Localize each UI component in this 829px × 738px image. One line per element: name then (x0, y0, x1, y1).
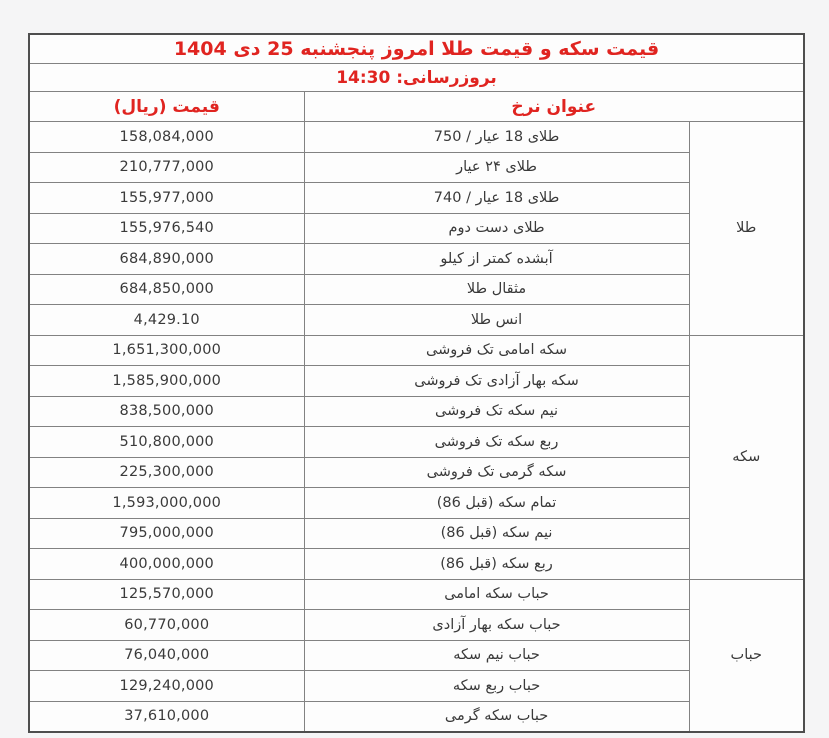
table-row (29, 244, 804, 275)
price-value: 4,429.10 (29, 305, 304, 336)
table-row (29, 701, 804, 732)
header-price: قیمت (ریال) (29, 92, 304, 122)
rate-label: حباب سکه امامی (304, 579, 689, 610)
rate-label: حباب ربع سکه (304, 671, 689, 702)
category-bubble: حباب (689, 579, 804, 732)
price-value: 838,500,000 (29, 396, 304, 427)
rate-label: طلای ۲۴ عیار (304, 152, 689, 183)
table-row (29, 152, 804, 183)
price-value: 60,770,000 (29, 610, 304, 641)
table-row (29, 549, 804, 580)
price-value: 1,593,000,000 (29, 488, 304, 519)
rate-label: ربع سکه تک فروشی (304, 427, 689, 458)
update-time-row (29, 64, 804, 92)
price-value: 37,610,000 (29, 701, 304, 732)
price-value: 795,000,000 (29, 518, 304, 549)
rate-label: انس طلا (304, 305, 689, 336)
table-row (29, 335, 804, 366)
update-time: بروزرسانی: 14:30 (29, 64, 804, 92)
category-gold: طلا (689, 122, 804, 336)
table-row (29, 427, 804, 458)
rate-label: حباب سکه بهار آزادی (304, 610, 689, 641)
table-row (29, 457, 804, 488)
price-table (28, 33, 805, 733)
price-value: 510,800,000 (29, 427, 304, 458)
table-row (29, 366, 804, 397)
price-value: 155,976,540 (29, 213, 304, 244)
table-row (29, 488, 804, 519)
price-value: 129,240,000 (29, 671, 304, 702)
price-value: 400,000,000 (29, 549, 304, 580)
table-row (29, 518, 804, 549)
rate-label: آبشده کمتر از کیلو (304, 244, 689, 275)
price-value: 1,651,300,000 (29, 335, 304, 366)
price-value: 1,585,900,000 (29, 366, 304, 397)
rate-label: طلای 18 عیار / 750 (304, 122, 689, 153)
page-title: قیمت سکه و قیمت طلا امروز پنجشنبه 25 دی 1404 (29, 34, 804, 64)
rate-label: سکه امامی تک فروشی (304, 335, 689, 366)
price-value: 125,570,000 (29, 579, 304, 610)
table-row (29, 640, 804, 671)
rate-label: مثقال طلا (304, 274, 689, 305)
rate-label: نیم سکه (قبل 86) (304, 518, 689, 549)
table-row (29, 396, 804, 427)
table-row (29, 610, 804, 641)
table-row (29, 274, 804, 305)
table-row (29, 579, 804, 610)
price-value: 225,300,000 (29, 457, 304, 488)
table-row (29, 183, 804, 214)
table-row (29, 122, 804, 153)
price-value: 684,850,000 (29, 274, 304, 305)
rate-label: سکه گرمی تک فروشی (304, 457, 689, 488)
rate-label: طلای 18 عیار / 740 (304, 183, 689, 214)
rate-label: نیم سکه تک فروشی (304, 396, 689, 427)
price-value: 158,084,000 (29, 122, 304, 153)
table-row (29, 213, 804, 244)
rate-label: طلای دست دوم (304, 213, 689, 244)
category-coin: سکه (689, 335, 804, 579)
price-value: 210,777,000 (29, 152, 304, 183)
column-header-row (29, 92, 804, 122)
rate-label: حباب نیم سکه (304, 640, 689, 671)
table-title-row (29, 34, 804, 64)
price-value: 155,977,000 (29, 183, 304, 214)
rate-label: تمام سکه (قبل 86) (304, 488, 689, 519)
rate-label: ربع سکه (قبل 86) (304, 549, 689, 580)
rate-label: حباب سکه گرمی (304, 701, 689, 732)
price-value: 684,890,000 (29, 244, 304, 275)
price-value: 76,040,000 (29, 640, 304, 671)
rate-label: سکه بهار آزادی تک فروشی (304, 366, 689, 397)
table-row (29, 671, 804, 702)
header-rate-title: عنوان نرخ (304, 92, 804, 122)
table-row (29, 305, 804, 336)
